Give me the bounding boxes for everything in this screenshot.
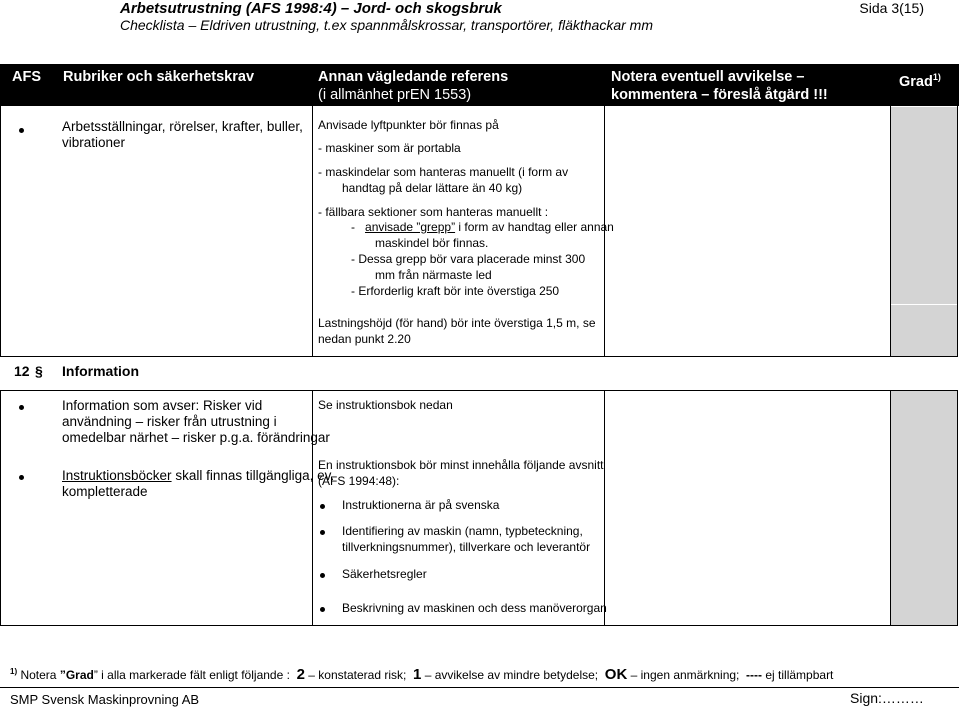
row3-list-item <box>342 523 590 555</box>
row3-requirement <box>62 468 334 500</box>
row3-list-item: Säkerhetsregler <box>342 567 427 581</box>
table-border-left-2 <box>0 390 1 626</box>
code-na-text: ej tillämpbart <box>762 668 834 682</box>
row2-requirement-line2: användning – risker från utrustning i <box>62 414 277 429</box>
col-divider <box>604 390 605 626</box>
row2-bullet <box>19 405 24 410</box>
row3-list-bullet <box>320 573 325 578</box>
col-notera-line2: kommentera – föreslå åtgärd !!! <box>611 87 828 103</box>
code-2: 2 <box>296 666 305 683</box>
code-1-text: – avvikelse av mindre betydelse; <box>421 668 599 682</box>
col-afs: AFS <box>12 69 41 85</box>
footnote <box>10 666 833 683</box>
footnote-text2: ” i alla markerade fält enligt följande : <box>93 668 290 682</box>
row1-ref-sub3: - Erforderlig kraft bör inte överstiga 250 <box>351 284 560 298</box>
row3-requirement-underlined: Instruktionsböcker <box>62 468 172 483</box>
row1-ref-sub2 <box>351 251 585 283</box>
row3-list-item: Beskrivning av maskinen och dess manöverorgan <box>342 601 607 615</box>
code-1: 1 <box>413 666 422 683</box>
col-annan-sub: (i allmänhet prEN 1553) <box>318 87 472 103</box>
row1-ref-intro: Anvisade lyftpunkter bör finnas på <box>318 118 499 132</box>
row2-requirement-line1: Information som avser: Risker vid <box>62 398 263 413</box>
row1-bullet <box>19 128 24 133</box>
page-number: Sida 3(15) <box>859 0 924 16</box>
col-grad <box>899 68 941 91</box>
row1-ref-sub2-line1: - Dessa grepp bör vara placerade minst 300 <box>351 252 586 266</box>
row3-list-bullet <box>320 607 325 612</box>
footer-rule <box>0 687 959 688</box>
code-ok-text: – ingen anmärkning; <box>627 668 740 682</box>
row1-ref-sub1 <box>351 219 614 251</box>
row2-ref: Se instruktionsbok nedan <box>318 398 453 412</box>
grade-cell-row2[interactable] <box>891 391 957 625</box>
col-annan-title: Annan vägledande referens <box>318 69 509 85</box>
row3-ref-intro-line1: En instruktionsbok bör minst innehålla följande avsnitt <box>318 458 604 472</box>
row2-requirement <box>62 398 330 446</box>
col-annan <box>318 68 508 104</box>
column-header-row <box>0 64 959 106</box>
row3-list-bullet <box>320 530 325 535</box>
col-grad-label: Grad <box>899 73 933 90</box>
row1-ref-sub1-line2: maskindel bör finnas. <box>375 236 489 250</box>
row3-ref-intro <box>318 457 604 489</box>
row1-ref-item1: - maskiner som är portabla <box>318 141 461 155</box>
document-title: Arbetsutrustning (AFS 1998:4) – Jord- och skogsbruk <box>120 0 502 17</box>
grade-cell-row1[interactable] <box>891 107 957 356</box>
paragraph-icon: § <box>35 363 43 379</box>
table-border-right <box>957 106 958 356</box>
footnote-marker: 1) <box>10 667 18 676</box>
table-border-right <box>957 390 958 626</box>
row1-ref-item3: - fällbara sektioner som hanteras manuellt : <box>318 205 549 219</box>
row1-ref-lift-line1: Lastningshöjd (för hand) bör inte överstiga 1,5 m, se <box>318 316 596 330</box>
row2-requirement-line3: omedelbar närhet – risker p.g.a. förändringar <box>62 430 330 445</box>
row1-requirement-line1: Arbetsställningar, rörelser, krafter, buller, <box>62 119 303 134</box>
code-2-text: – konstaterad risk; <box>304 668 407 682</box>
row1-ref-sub2-line2: mm från närmaste led <box>375 268 492 282</box>
col-divider <box>312 106 313 356</box>
row1-ref-sub1-dash: - <box>351 220 355 234</box>
row3-list-item: Instruktionerna är på svenska <box>342 498 500 512</box>
col-notera <box>611 68 828 104</box>
row1-ref-lift-line2: nedan punkt 2.20 <box>318 332 411 346</box>
section-number: 12 <box>14 363 30 379</box>
section-title: Information <box>62 363 139 379</box>
col-grad-sup: 1) <box>932 72 941 82</box>
document-subtitle: Checklista – Eldriven utrustning, t.ex spannmålskrossar, transportörer, fläkthackar mm <box>120 17 653 33</box>
row-divider <box>0 356 958 357</box>
row3-bullet <box>19 475 24 480</box>
row-divider <box>0 390 958 391</box>
table-border-bottom <box>0 625 958 626</box>
row1-requirement <box>62 119 303 151</box>
row3-requirement-rest: skall finnas tillgängliga, ev. <box>171 468 335 483</box>
col-rubriker: Rubriker och säkerhetskrav <box>63 69 255 85</box>
row3-ref-intro-line2: (AFS 1994:48): <box>318 474 400 488</box>
code-ok: OK <box>604 666 628 683</box>
row3-list-item-line1: Identifiering av maskin (namn, typbeteckning, <box>342 524 583 538</box>
row1-ref-item2-line2: handtag på delar lättare än 40 kg) <box>342 181 523 195</box>
signature-field[interactable]: Sign:……… <box>850 690 924 706</box>
row1-ref-item2-line1: - maskindelar som hanteras manuellt (i form av <box>318 165 569 179</box>
row1-requirement-line2: vibrationer <box>62 135 126 150</box>
row1-ref-item2 <box>318 164 568 196</box>
col-notera-line1: Notera eventuell avvikelse – <box>611 69 805 85</box>
row1-ref-sub1-underlined: anvisade ”grepp” <box>365 220 456 234</box>
row3-list-bullet <box>320 504 325 509</box>
footnote-grad: ”Grad <box>59 668 94 682</box>
row3-requirement-line2: kompletterade <box>62 484 148 499</box>
code-na: ---- <box>746 668 763 682</box>
row1-ref-lift <box>318 315 596 347</box>
row1-ref-sub1-rest: i form av handtag eller annan <box>455 220 614 234</box>
table-border-left <box>0 106 1 356</box>
row3-list-item-line2: tillverkningsnummer), tillverkare och leverantör <box>342 540 591 554</box>
grade-cell-separator <box>891 304 957 305</box>
company-name: SMP Svensk Maskinprovning AB <box>10 692 200 707</box>
footnote-text: Notera <box>17 668 60 682</box>
